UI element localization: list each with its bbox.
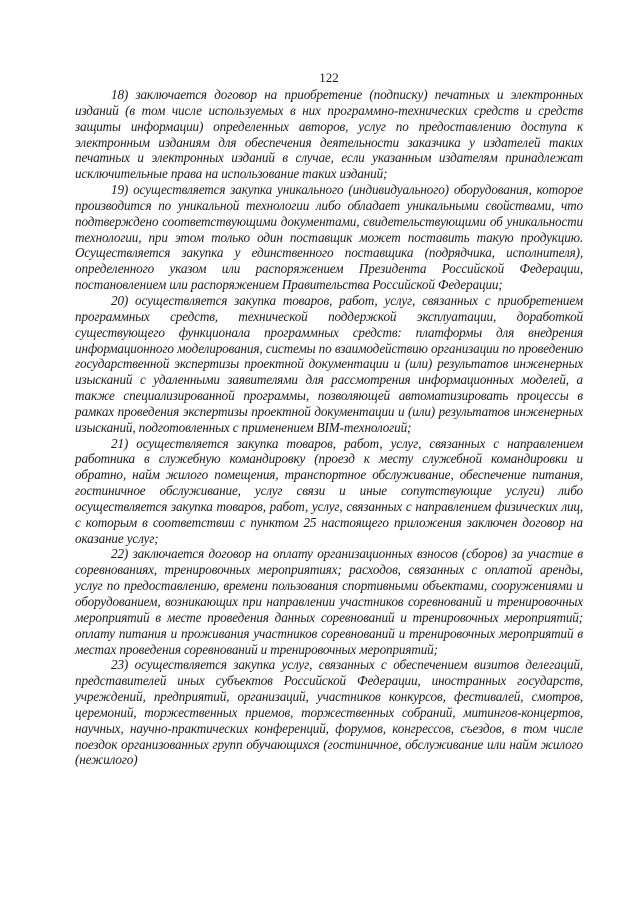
paragraph-18: 18) заключается договор на приобретение (подписку) печатных и электронных изданий (в том числе используемых в них программно-технических средств и средств защиты информации) определенных авторов, услуг по предоставлению доступа к электронным изданиям для обеспечения деятельности заказчика у издателей таких печатных и электронных изданий в случае, если указанным издателям принадлежат исключительные права на использование таких изданий; bbox=[75, 87, 583, 182]
page-number: 122 bbox=[319, 70, 339, 85]
paragraph-22: 22) заключается договор на оплату организационных взносов (сборов) за участие в соревнованиях, тренировочных мероприятиях; расходов, связанных с оплатой аренды, услуг по предоставлению, времени пользования спортивными объектами, сооружениями и оборудованием, возникающих при направлении участников соревнований и тренировочных мероприятий в месте проведения данных соревнований и тренировочных мероприятий; оплату питания и проживания участников соревнований и тренировочных мероприятий в местах проведения соревнований и тренировочных мероприятий; bbox=[75, 546, 583, 657]
paragraph-20: 20) осуществляется закупка товаров, работ, услуг, связанных с приобретением программных средств, технической поддержкой эксплуатации, доработкой существующего функционала программных средств: платформы для внедрения информационного моделирования, системы по взаимодействию организации по проведению государственной экспертизы проектной документации и (или) результатов инженерных изысканий с удаленными заявителями для рассмотрения информационных моделей, а также специализированной программы, позволяющей автоматизировать процессы в рамках проведения экспертизы проектной документации и (или) результатов инженерных изысканий, подготовленных с применением BIM-технологий; bbox=[75, 292, 583, 435]
paragraph-21: 21) осуществляется закупка товаров, работ, услуг, связанных с направлением работника в служебную командировку (проезд к месту служебной командировки и обратно, найм жилого помещения, транспортное обслуживание, обеспечение питания, гостиничное обслуживание, услуг связи и иные сопутствующие услуги) либо осуществляется закупка товаров, работ, услуг, связанных с направлением физических лиц, с которым в соответствии с пунктом 25 настоящего приложения заключен договор на оказание услуг; bbox=[75, 435, 583, 546]
document-page bbox=[75, 70, 583, 768]
paragraph-23: 23) осуществляется закупка услуг, связанных с обеспечением визитов делегаций, представителей иных субъектов Российской Федерации, иностранных государств, учреждений, предприятий, организаций, участников конкурсов, фестивалей, смотров, церемоний, торжественных приемов, торжественных собраний, митингов-концертов, научных, научно-практических конференций, форумов, конгрессов, съездов, в том числе поездок организованных групп обучающихся (гостиничное, обслуживание или найм жилого (нежилого) bbox=[75, 657, 583, 768]
paragraph-19: 19) осуществляется закупка уникального (индивидуального) оборудования, которое производится по уникальной технологии либо обладает уникальными свойствами, что подтверждено соответствующими документами, свидетельствующими об уникальности технологии, при этом только один поставщик может поставить такую продукцию. Осуществляется закупка у единственного поставщика (подрядчика, исполнителя), определенного указом или распоряжением Президента Российской Федерации, постановлением или распоряжением Правительства Российской Федерации; bbox=[75, 182, 583, 293]
